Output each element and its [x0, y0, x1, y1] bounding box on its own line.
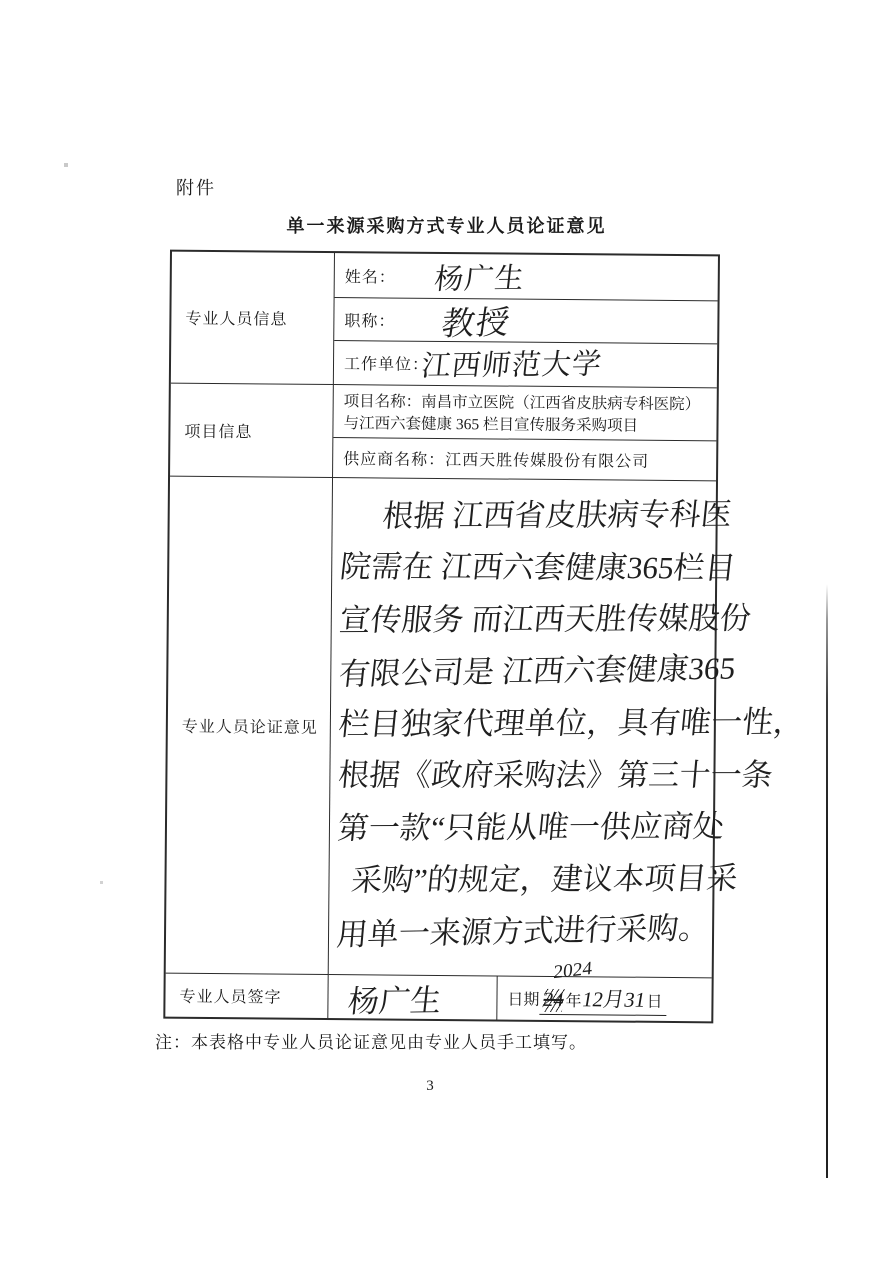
table-row-signature: [328, 958, 711, 1021]
title-field-label: 职称：: [344, 312, 396, 331]
attachment-label: 附件: [176, 178, 216, 198]
scan-speck: [100, 881, 103, 884]
table-row-supplier: 供应商名称：江西天胜传媒股份有限公司: [333, 438, 716, 481]
section-label-personnel-info: 专业人员信息: [171, 252, 335, 385]
opinion-line: 第一款“只能从唯一供应商处: [336, 808, 726, 846]
table-row-name: [335, 253, 718, 301]
date-filled-line: [539, 982, 666, 1015]
opinion-line: 采购”的规定，建议本项目采: [349, 860, 740, 898]
opinion-line: 用单一来源方式进行采购。: [335, 910, 712, 953]
handwritten-opinion-text: [335, 488, 807, 959]
handwritten-org-value: 江西师范大学: [419, 348, 604, 383]
section-label-opinion: 专业人员论证意见: [166, 477, 333, 975]
table-row-org: [334, 341, 717, 388]
handwritten-name-value: 杨广生: [432, 262, 527, 296]
handwritten-title-value: 教授: [438, 305, 513, 344]
opinion-form-table: [163, 250, 807, 1024]
opinion-line: 根据 江西省皮肤病专科医: [380, 496, 734, 534]
opinion-line: 栏目独家代理单位，具有唯一性，: [336, 704, 807, 742]
handwritten-month-day: 12月31: [580, 986, 648, 1012]
scan-edge-artifact-line: [826, 584, 828, 1178]
footer-note: 注：本表格中专业人员论证意见由专业人员手工填写。: [155, 1033, 587, 1052]
handwritten-year-correction: 2024: [552, 958, 593, 984]
handwritten-signature: 杨广生: [346, 983, 444, 1020]
org-field-label: 工作单位：: [343, 356, 430, 374]
date-cell: [497, 958, 711, 1021]
section-label-project-info: 项目信息: [170, 384, 334, 478]
signature-cell: [328, 975, 497, 1019]
document-title: 单一来源采购方式专业人员论证意见: [286, 216, 607, 236]
date-prefix-label: 日期: [507, 991, 540, 1009]
page-number: 3: [426, 1078, 434, 1094]
table-row-opinion: [329, 478, 807, 978]
section-label-signature: 专业人员签字: [165, 974, 328, 1018]
date-year-suffix: 年: [565, 992, 582, 1010]
opinion-line: 有限公司是 江西六套健康365: [336, 650, 738, 692]
date-day-suffix: 日: [646, 993, 663, 1011]
opinion-line: 院需在 江西六套健康365栏目: [338, 549, 738, 586]
table-row-project-name: 项目名称：南昌市立医院（江西省皮肤病专科医院）与江西六套健康 365 栏目宣传服务采购项目: [333, 385, 716, 441]
opinion-line: 根据《政府采购法》第三十一条: [336, 757, 775, 793]
scan-speck: [64, 163, 68, 167]
opinion-line: 宣传服务 而江西天胜传媒股份: [337, 600, 753, 638]
name-field-label: 姓名：: [344, 268, 396, 287]
table-row-title: [334, 298, 717, 344]
crossed-out-date-text: 24: [541, 988, 566, 1011]
